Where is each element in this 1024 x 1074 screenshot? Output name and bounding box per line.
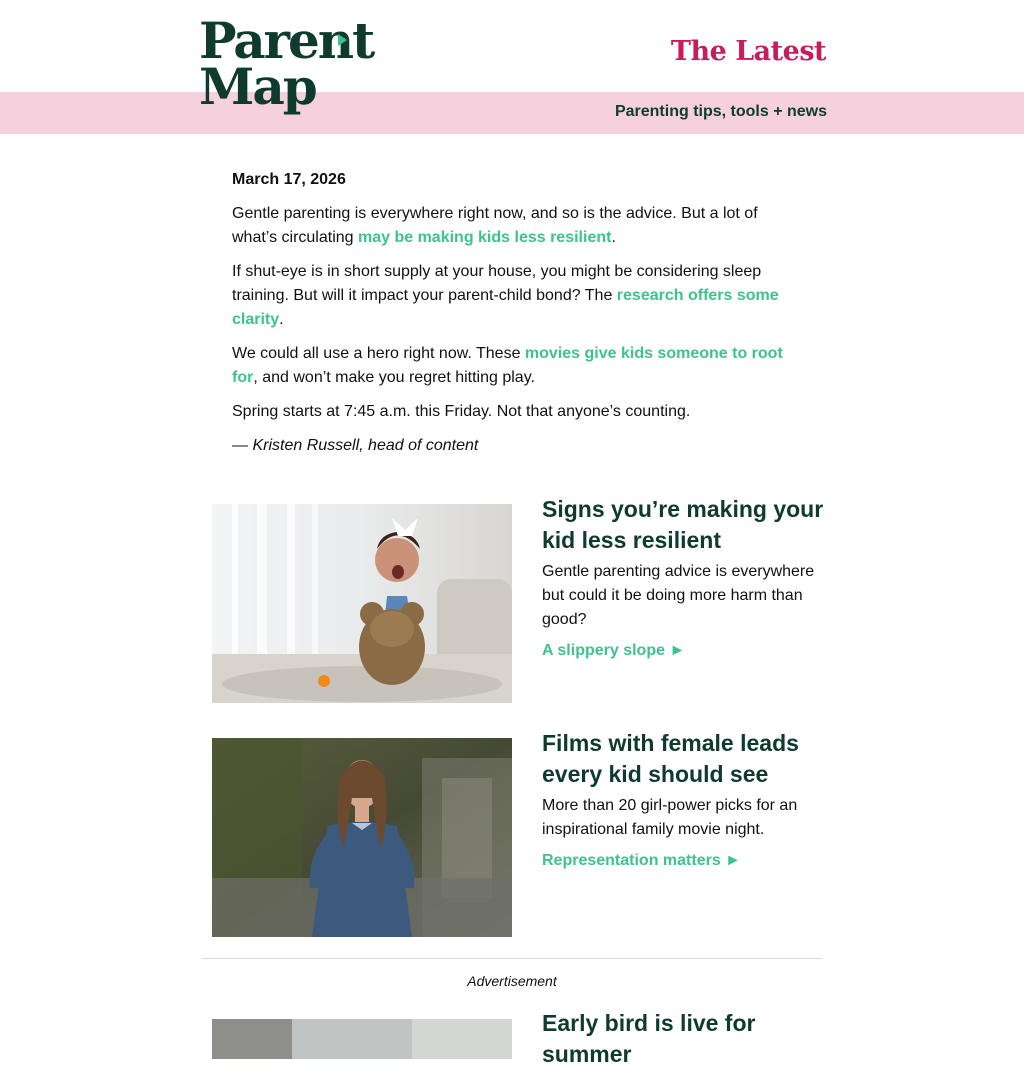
link-research-clarity[interactable]: research offers some clarity — [232, 287, 779, 328]
article-image-girl-teddy[interactable] — [212, 504, 512, 703]
article-description: More than 20 girl-power picks for an inspirational family movie night. — [542, 797, 798, 838]
article-text-early-bird — [542, 1008, 827, 1074]
intro-paragraph-1 — [232, 202, 792, 250]
intro-paragraph-2 — [232, 260, 792, 332]
divider — [202, 958, 822, 959]
article-text-female-leads — [542, 728, 827, 870]
p1-end: . — [611, 229, 616, 246]
logo-line-1: Parent — [199, 11, 374, 70]
tagline: Parenting tips, tools + news — [614, 103, 827, 120]
signature: — Kristen Russell, head of content — [232, 437, 479, 454]
p3-end: , and won’t make you regret hitting play. — [253, 369, 535, 386]
article-image-ad[interactable] — [212, 1019, 512, 1059]
article-title[interactable]: Early bird is live for summer — [542, 1010, 756, 1067]
logo-play-icon — [338, 34, 347, 46]
article-title[interactable]: Films with female leads every kid should see — [542, 730, 799, 787]
intro-letter — [232, 168, 792, 468]
article-cta-link[interactable]: A slippery slope ► — [542, 642, 686, 659]
intro-paragraph-3 — [232, 342, 792, 390]
article-description: Gentle parenting advice is everywhere but could it be doing more harm than good? — [542, 563, 815, 628]
p2-text: If shut-eye is in short supply at your house, you might be considering sleep training. But will it impact your parent-child bond? The — [232, 263, 762, 304]
p2-end: . — [279, 311, 284, 328]
article-text-resilient — [542, 494, 827, 660]
logo-line-2: Map — [199, 57, 316, 116]
link-hero-movies[interactable]: movies give kids someone to root for — [232, 345, 783, 386]
advertisement-label: Advertisement — [467, 973, 557, 989]
issue-date: March 17, 2026 — [232, 171, 346, 188]
p1-text: Gentle parenting is everywhere right now, and so is the advice. But a lot of what’s circulating — [232, 205, 758, 246]
parentmap-logo[interactable] — [199, 11, 374, 122]
article-image-girl-blue-dress[interactable] — [212, 738, 512, 937]
article-cta-link[interactable]: Representation matters ► — [542, 852, 741, 869]
intro-paragraph-4: Spring starts at 7:45 a.m. this Friday. Not that anyone’s counting. — [232, 403, 691, 420]
tagline-bar — [0, 92, 1024, 134]
article-title[interactable]: Signs you’re making your kid less resilient — [542, 496, 824, 553]
link-less-resilient[interactable]: may be making kids less resilient — [357, 229, 612, 246]
section-title: The Latest — [670, 36, 826, 67]
p3-text: We could all use a hero right now. These — [232, 345, 525, 362]
